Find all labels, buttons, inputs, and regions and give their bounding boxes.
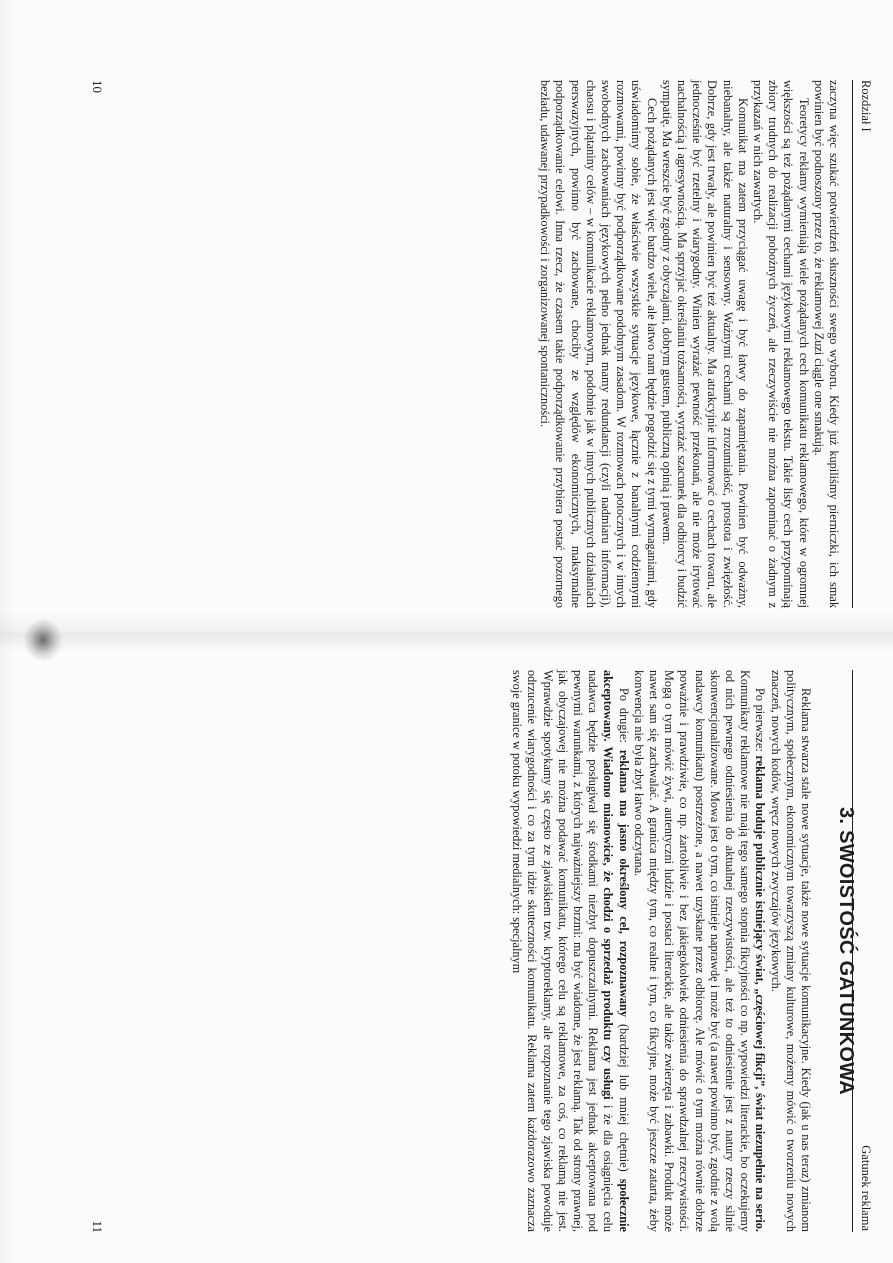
bold-phrase: reklama buduje publicznie istniejący świat, „częściowej fikcji”, świat niezupełnie na serio. [753, 755, 768, 1232]
section-title: 3. SWOISTOŚĆ GATUNKOWA [835, 806, 857, 1096]
bold-phrase: społecznie akceptowany. Wiadomo mianowicie, że chodzi o sprzedaż produktu czy usługi [601, 670, 631, 1232]
right-paragraph-3 [509, 670, 631, 1232]
left-page-body [537, 80, 841, 608]
left-paragraph-4: Cech pożądanych jest więc bardzo wiele, ale łatwo nam będzie pogodzić się z tymi wymaganiami, gdy uświadomimy sobie, że właściwie wszystkie sytuacje językowe, łącznie z banalnymi codziennymi rozmowami, powinny być podporządkowane podobnym zasadom. W rozmowach potocznych i w innych swobodnych zachowaniach językowych pełno jednak mamy redundancji (czyli nadmiaru informacji), chaosu i plątaniny celów – w komunikacie reklamowym, podobnie jak w innych publicznych działaniach perswazyjnych, powinno być zachowane, chociby ze względów ekonomicznych, maksymalne podporządkowanie celowi. Inna rzecz, że czasem takie podporządkowanie przybiera postać pozornego bezładu, udawanej przypadkowości i zorganizowanej spontaniczności. [538, 80, 659, 608]
text-run: Reklama stwarza stale nowe sytuacje, także nowe sytuacje komunikacyjne. Kiedy (jak u nas teraz) zmianom politycznym, społecznym, ekonomicznym towarzyszą zmiany kulturowe, możemy mówić o tworzeniu nowych znaczeń, nowych kodów, wręcz nowych zwyczajów językowych. [768, 670, 813, 1232]
left-paragraph-2: Teoretycy reklamy wymieniają wiele pożądanych cech komunikatu reklamowego, które w ogromnej większości są też pożądanymi cechami językowymi reklamowego tekstu. Takie listy cech przypominają zbiory trudnych do realizacji pobożnych życzeń, ale rzeczywiście nie można zapominać o żadnym z przykazań w nich zawartych. [750, 80, 811, 608]
text-run: Komunikaty reklamowe nie mają tego samego stopnia fikcyjności co np. wypowiedzi literackie, bo oczekujemy od nich pewnego odniesienia do aktualnej rzeczywistości, ale też to odniesienie jest z natury rzeczy silnie skonwencjonalizowane. Mowa jest o tym, co istnieje naprawdę i może być (a nawet powinno być, zgodnie z wolą nadawcy komunikatu) postrzeżone, a nawet uzyskane przez odbiorcę. Ale mówić o tym można równie dobrze poważnie i prawdziwie, co np. żartobliwie i bez jakiegokolwiek odniesienia do sprawdzalnej rzeczywistości. Mogą o tym mówić żywi, autentyczni ludzie i postaci literackie, ale także zwierzęta i zabawki. Produkt może nawet sam się zachwalać. A granica między tym, co realne i tym, co fikcyjne, może być jeszcze zatarta, żeby konwencja nie była zbyt łatwo odczytana. [631, 670, 753, 1232]
right-paragraph-2 [631, 670, 768, 1232]
right-page-body [509, 670, 813, 1232]
running-header-right: Gatunek reklama [859, 1145, 873, 1231]
right-paragraph-1 [767, 670, 813, 1232]
text-run: Po pierwsze: [753, 688, 768, 756]
bold-phrase: reklama ma jasno określony cel, rozpoznawany [616, 749, 631, 1018]
text-run: Po drugie: [616, 688, 631, 750]
left-paragraph-3: Komunikat ma zatem przyciągać uwagę i być łatwy do zapamiętania. Powinien być odważny, niebanalny, ale także naturalny i sensowny. Ważnymi cechami są zrozumiałość, prostota i zwięzłość. Dobrze, gdy jest trwały, ale powinien być też aktualny. Ma atrakcyjnie informować o cechach towaru, ale jednocześnie być rzetelny i wiarygodny. Winien wyrażać pewność przekonań, ale nie może irytować nachalnością i agresywnością. Ma sprzyjać określaniu tożsamości, wyrażać szacunek dla odbiorcy i budzić sympatię. Ma wreszcie być zgodny z obyczajami, dobrym gustem, publiczną opinią i prawem. [659, 80, 750, 608]
left-paragraph-1: zaczyna więc szukać potwierdzeń słuszności swego wyboru. Kiedy już kupiliśmy pierniczki, ich smak powinien być podnoszony przez to, że reklamowej Zuzi ciągle one smakują. [811, 80, 841, 608]
header-rule-left [852, 80, 853, 608]
page-number-right: 11 [90, 1220, 105, 1233]
text-run: i że dla osiągnięcia celu nadawca będzie posługiwał się środkami niezbyt dopuszczalnymi. Reklama jest jednak akceptowana pod pewnymi warunkami, z których najważniejszy brzmi: ma być wiadome, że jest reklamą. Tak od strony prawnej, jak obyczajowej nie można podawać komunikatu, którego celu są reklamowe, za coś, co reklamą nie jest. Wprawdzie spotykamy się często ze zjawiskiem tzw. kryptoreklamy, ale rozpoznanie tego zjawiska powoduje odrzucenie wiarygodności i co za tym idzie skuteczności komunikatu. Reklama zatem każdorazowo zaznacza swoje granice w potoku wypowiedzi medialnych: specjalnym [510, 670, 616, 1232]
running-header-left: Rozdział I [859, 80, 873, 132]
right-page [0, 640, 893, 1263]
page-number-left: 10 [90, 80, 105, 93]
text-run: (bardziej lub mniej chętnie) [616, 1017, 631, 1179]
